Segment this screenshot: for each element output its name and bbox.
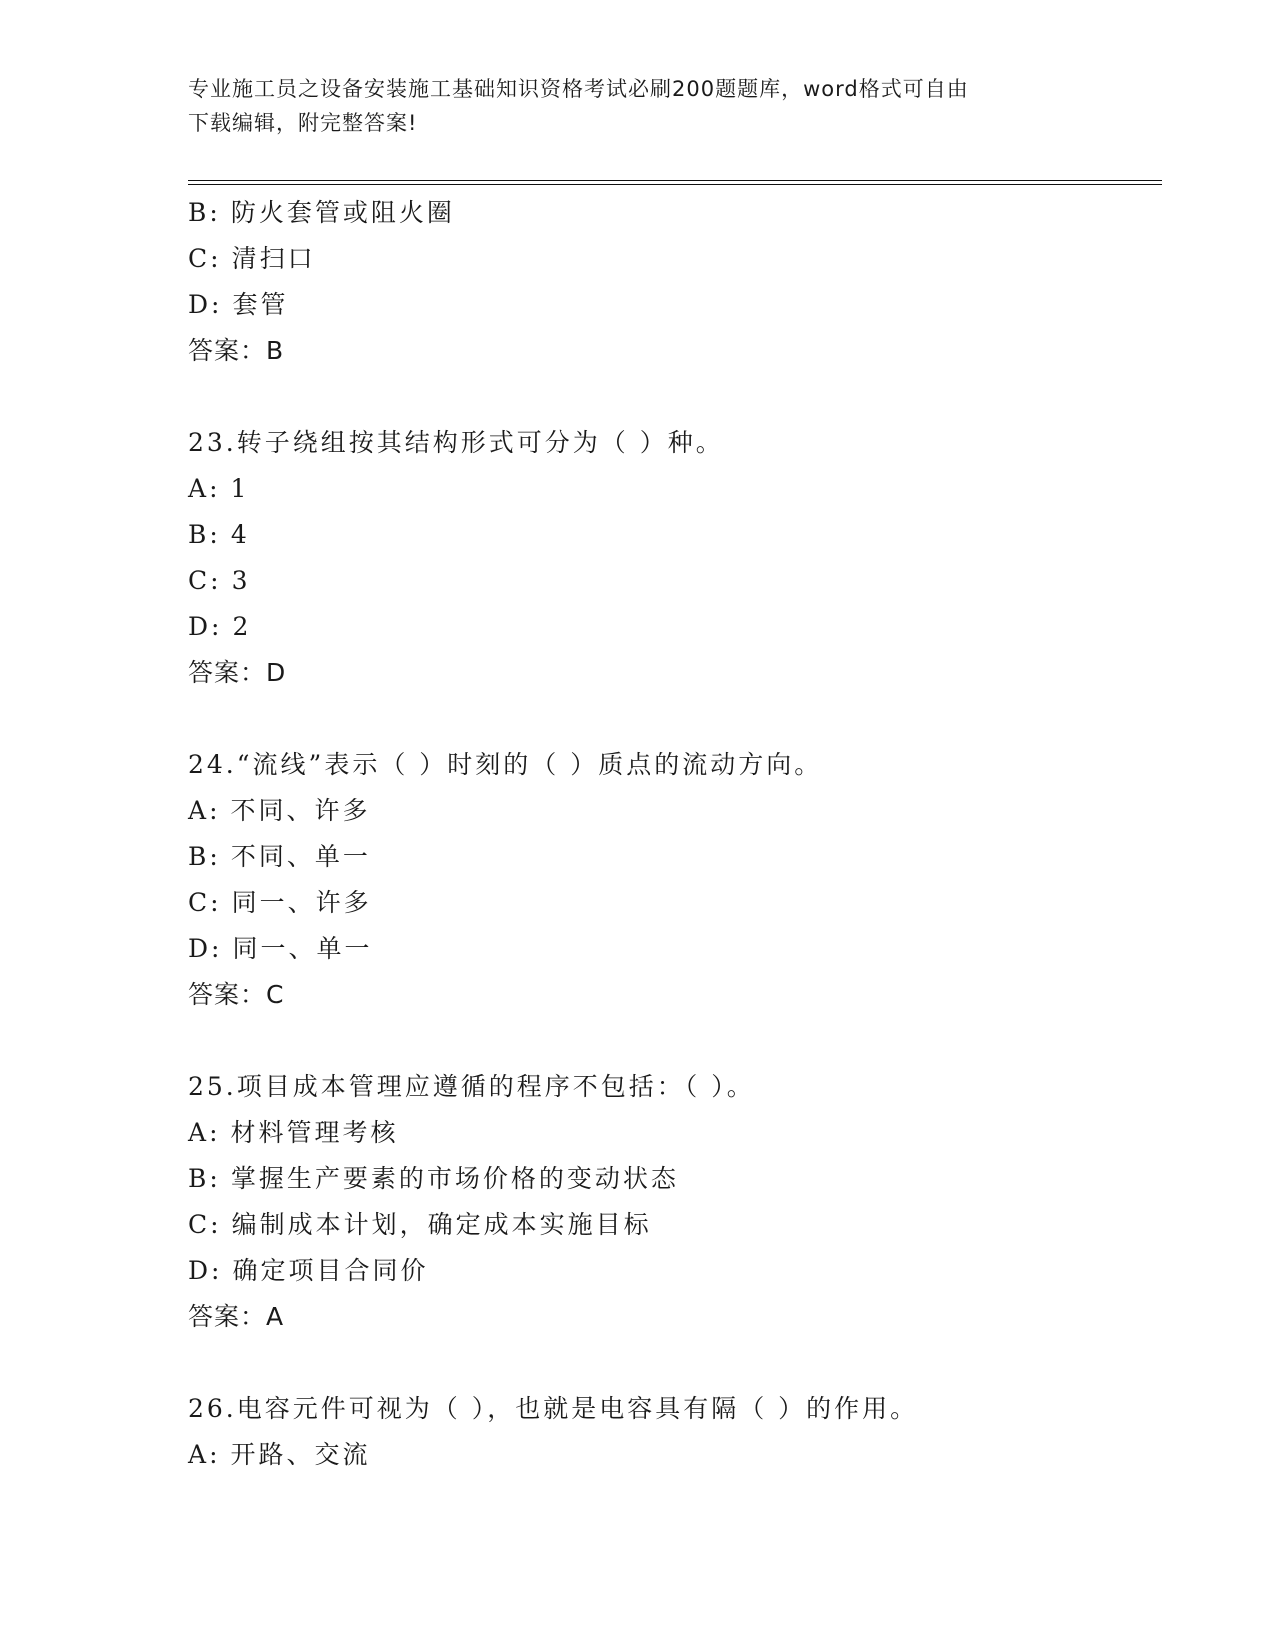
option-text: 清扫口: [231, 244, 316, 273]
option-d: D: 套管: [188, 290, 289, 319]
option-letter: C: [188, 1210, 211, 1239]
option-letter: B: [188, 842, 210, 871]
option-text: 确定项目合同价: [232, 1256, 429, 1285]
option-c: C: 编制成本计划，确定成本实施目标: [188, 1210, 652, 1239]
option-letter: B: [188, 520, 210, 549]
option-b: B: 不同、单一: [188, 842, 371, 871]
option-letter: D: [188, 612, 212, 641]
question-list: [188, 190, 1162, 1478]
header-divider-bottom: [188, 184, 1162, 185]
option-text: 2: [232, 612, 252, 641]
option-letter: A: [188, 796, 210, 825]
option-d: D: 同一、单一: [188, 934, 373, 963]
question-stem: 23.转子绕组按其结构形式可分为（ ）种。: [188, 428, 724, 457]
option-letter: B: [188, 1164, 210, 1193]
option-letter: C: [188, 244, 211, 273]
option-text: 同一、单一: [232, 934, 373, 963]
option-a: A: 开路、交流: [188, 1440, 371, 1469]
option-b: B: 掌握生产要素的市场价格的变动状态: [188, 1164, 679, 1193]
option-d: D: 2: [188, 612, 252, 641]
option-d: D: 确定项目合同价: [188, 1256, 429, 1285]
option-text: 不同、许多: [230, 796, 371, 825]
option-letter: B: [188, 198, 210, 227]
answer-line: 答案：C: [188, 980, 285, 1009]
option-text: 同一、许多: [231, 888, 372, 917]
option-text: 3: [231, 566, 251, 595]
option-letter: A: [188, 1440, 210, 1469]
question-stem: 24.“流线”表示（ ）时刻的（ ）质点的流动方向。: [188, 750, 823, 779]
option-b: B: 防火套管或阻火圈: [188, 198, 455, 227]
answer-line: 答案：A: [188, 1302, 285, 1331]
option-letter: C: [188, 566, 211, 595]
header-line-1: 专业施工员之设备安装施工基础知识资格考试必刷200题题库，word格式可自由: [188, 77, 969, 101]
option-text: 掌握生产要素的市场价格的变动状态: [230, 1164, 679, 1193]
option-text: 材料管理考核: [230, 1118, 399, 1147]
answer-line: 答案：B: [188, 336, 285, 365]
header-line-2: 下载编辑，附完整答案!: [188, 111, 418, 135]
option-letter: A: [188, 474, 210, 503]
option-c: C: 3: [188, 566, 251, 595]
option-c: C: 同一、许多: [188, 888, 372, 917]
option-text: 编制成本计划，确定成本实施目标: [231, 1210, 652, 1239]
option-letter: C: [188, 888, 211, 917]
header-divider-top: [188, 180, 1162, 181]
option-text: 不同、单一: [230, 842, 371, 871]
option-text: 套管: [232, 290, 289, 319]
option-a: A: 不同、许多: [188, 796, 371, 825]
option-letter: A: [188, 1118, 210, 1147]
option-letter: D: [188, 1256, 212, 1285]
option-letter: D: [188, 934, 212, 963]
option-text: 1: [230, 474, 250, 503]
answer-line: 答案：D: [188, 658, 287, 687]
option-text: 4: [230, 520, 250, 549]
option-text: 防火套管或阻火圈: [230, 198, 455, 227]
option-a: A: 1: [188, 474, 250, 503]
option-text: 开路、交流: [230, 1440, 371, 1469]
option-b: B: 4: [188, 520, 250, 549]
question-stem: 26.电容元件可视为（ ），也就是电容具有隔（ ）的作用。: [188, 1394, 919, 1423]
option-a: A: 材料管理考核: [188, 1118, 399, 1147]
document-header: [188, 72, 1088, 140]
option-c: C: 清扫口: [188, 244, 316, 273]
question-stem: 25.项目成本管理应遵循的程序不包括：（ ）。: [188, 1072, 755, 1101]
option-letter: D: [188, 290, 212, 319]
